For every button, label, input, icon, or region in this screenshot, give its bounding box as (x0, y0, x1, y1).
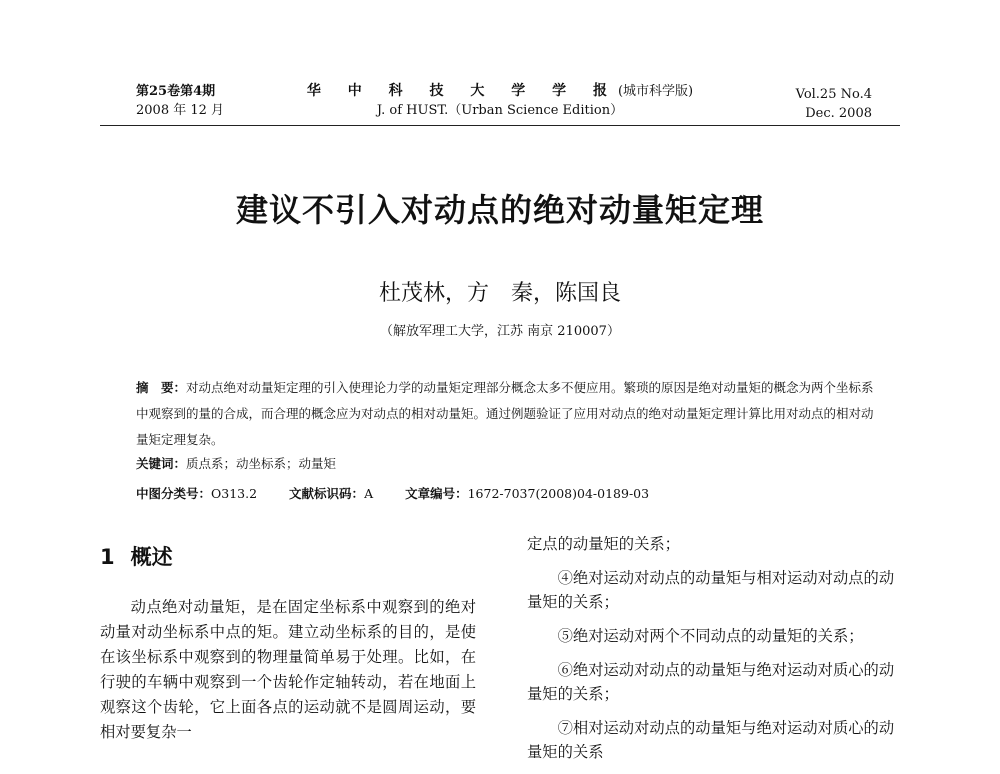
article-number-label: 文章编号： (405, 486, 468, 501)
affiliation: （解放军理工大学，江苏 南京 210007） (380, 324, 620, 339)
abstract (136, 375, 878, 453)
clc-value: O313.2 (211, 486, 258, 501)
article-number-value: 1672-7037(2008)04-0189-03 (467, 486, 650, 501)
doc-code-value: A (364, 486, 374, 501)
header-rule (100, 125, 900, 126)
section-number: 1 (100, 545, 115, 569)
volume-issue-en: Vol.25 No.4 (795, 87, 872, 102)
left-column (100, 595, 476, 745)
keywords-label: 关键词： (136, 456, 187, 471)
abstract-label: 摘 要： (136, 380, 187, 395)
journal-name-cn: 华 中 科 技 大 学 学 报(城市科学版) (306, 83, 694, 99)
volume-issue-cn: 第25卷第4期 (136, 84, 216, 99)
paragraph: 动点绝对动量矩，是在固定坐标系中观察到的绝对动量对动坐标系中点的矩。建立动坐标系的目的，是使在该坐标系中观察到的物理量简单易于处理。比如，在行驶的车辆中观察到一个齿轮作定轴转动，若在地面上观察这个齿轮，它上面各点的运动就不是圆周运动，要相对要复杂一 (100, 598, 476, 741)
keywords-text: 质点系；动坐标系；动量矩 (186, 456, 337, 471)
date-cn: 2008 年 12 月 (136, 103, 225, 118)
list-item: ⑤绝对运动对两个不同动点的动量矩的关系； (557, 627, 864, 645)
section-heading (100, 541, 173, 571)
abstract-text: 对动点绝对动量矩定理的引入使理论力学的动量矩定理部分概念太多不便应用。繁琐的原因是绝对动量矩的概念为两个坐标系中观察到的量的合成，而合理的概念应为对动点的相对动量矩。通过例题验证了应用对动点的绝对动量矩定理计算比用对动点的相对动量矩定理复杂。 (136, 380, 874, 447)
list-item: ④绝对运动对动点的动量矩与相对运动对动点的动量矩的关系； (527, 569, 895, 611)
paper-title: 建议不引入对动点的绝对动量矩定理 (235, 191, 764, 229)
journal-name-sub: (城市科学版) (617, 84, 694, 99)
right-column (527, 532, 907, 774)
authors: 杜茂林，方 秦，陈国良 (378, 281, 621, 306)
section-title: 概述 (130, 545, 173, 569)
list-item: ⑦相对运动对动点的动量矩与绝对运动对质心的动量矩的关系 (527, 719, 895, 761)
date-en: Dec. 2008 (805, 106, 872, 121)
header-right (796, 85, 872, 123)
journal-name-en: J. of HUST.（Urban Science Edition） (376, 103, 624, 118)
classification-line (136, 484, 649, 502)
list-item: ⑥绝对运动对动点的动量矩与绝对运动对质心的动量矩的关系； (527, 661, 895, 703)
keywords (136, 454, 336, 472)
paragraph: 定点的动量矩的关系； (527, 535, 680, 553)
clc-label: 中图分类号： (136, 486, 212, 501)
doc-code-label: 文献标识码： (289, 486, 365, 501)
